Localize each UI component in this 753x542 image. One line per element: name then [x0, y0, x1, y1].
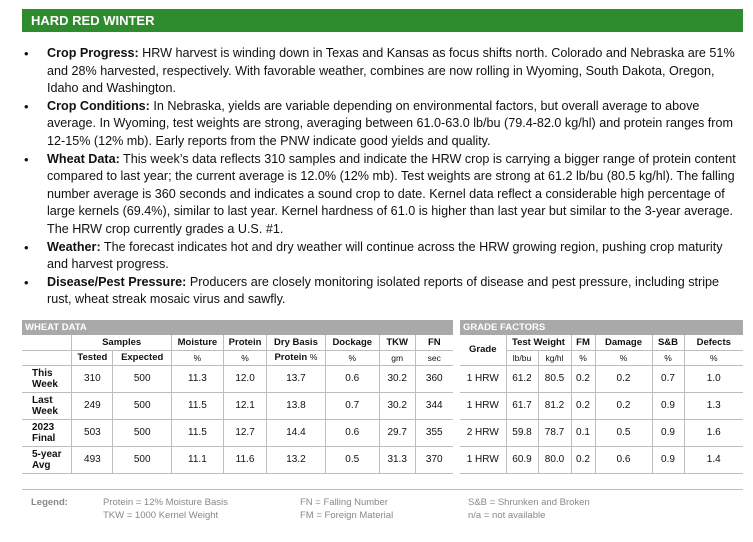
- bullet-text: This week’s data reflects 310 samples and indicate the HRW crop is carrying a bigger range of protein content compared to last year; the current average is 12.0% (12% mb). Test weights are strong at 61.2 lb/bu (80.5 kg/hl). The falling number average is 360 seconds and indicates a sound crop to date. Kernel data reflect a considerable high percentage of large kernels (69.4%), similar to last year. Kernel hardness of 61.0 is higher than last year but similar to the 3-year average. The HRW crop currently grades a U.S. #1.: [47, 151, 736, 236]
- row-label-line2: Final: [32, 432, 56, 444]
- kg-hl-cell: 80.5: [538, 365, 571, 392]
- protein-cell: 12.1: [223, 392, 266, 419]
- expected-header: Expected: [113, 350, 171, 365]
- grade-header: Grade: [460, 335, 506, 365]
- wheat-data-table: [22, 335, 453, 474]
- table-row: [22, 446, 453, 473]
- row-label-line1: 5-year: [32, 448, 62, 460]
- bullet-weather: [22, 239, 746, 274]
- legend-label: Legend:: [31, 497, 68, 508]
- bullet-dot-icon: •: [24, 274, 29, 290]
- grade-cell: 1 HRW: [460, 365, 506, 392]
- fn-cell: 344: [415, 392, 453, 419]
- damage-cell: 0.5: [595, 419, 652, 446]
- tested-header: Tested: [72, 350, 113, 365]
- damage-unit: %: [595, 350, 652, 365]
- lb-bu-cell: 60.9: [506, 446, 538, 473]
- test-weight-header: Test Weight: [506, 335, 571, 350]
- legend-fm: FM = Foreign Material: [300, 510, 394, 521]
- bullet-dot-icon: •: [24, 46, 29, 61]
- tkw-cell: 30.2: [379, 392, 415, 419]
- defects-header: Defects: [684, 335, 743, 350]
- tkw-header: TKW: [379, 335, 415, 350]
- table-row: [460, 365, 743, 392]
- moisture-cell: 11.3: [171, 365, 223, 392]
- bullet-text: HRW harvest is winding down in Texas and Kansas as focus shifts north. Colorado and Nebraska are 51% and 28% harvested, respectively. With favorable weather, combines are now rolling in Wyoming, South Dakota, Oregon, Idaho and Washington.: [47, 46, 735, 96]
- protein-cell: 12.7: [223, 419, 266, 446]
- row-label: [22, 365, 72, 392]
- bullet-label: Crop Progress:: [47, 46, 139, 60]
- row-label-line2: Avg: [32, 459, 51, 471]
- dockage-cell: 0.6: [325, 419, 379, 446]
- tkw-cell: 29.7: [379, 419, 415, 446]
- expected-cell: 500: [113, 392, 171, 419]
- row-label-line2: Week: [32, 405, 58, 417]
- fn-cell: 360: [415, 365, 453, 392]
- legend-protein: Protein = 12% Moisture Basis: [103, 497, 228, 508]
- grade-cell: 2 HRW: [460, 419, 506, 446]
- kg-hl-cell: 80.0: [538, 446, 571, 473]
- defects-cell: 1.6: [684, 419, 743, 446]
- sb-cell: 0.9: [652, 419, 684, 446]
- row-label-line1: 2023: [32, 421, 55, 433]
- sb-unit: %: [652, 350, 684, 365]
- protein-cell: 12.0: [223, 365, 266, 392]
- lb-bu-cell: 61.7: [506, 392, 538, 419]
- tested-cell: 249: [72, 392, 113, 419]
- wheat-data-title: WHEAT DATA: [22, 320, 453, 335]
- dockage-header: Dockage: [325, 335, 379, 350]
- row-label-line2: Week: [32, 378, 58, 390]
- row-label: [22, 392, 72, 419]
- fn-cell: 355: [415, 419, 453, 446]
- bullet-text: In Nebraska, yields are variable depending on environmental factors, but overall average to above average. In Wyoming, test weights are strong, averaging between 61.0-63.0 lb/bu (79.4-82.0 kg/hl) and protein ranges from 12-15% (12% mb). Early reports from the PNW indicate good yields and quality.: [47, 98, 733, 148]
- tested-cell: 503: [72, 419, 113, 446]
- dockage-cell: 0.5: [325, 446, 379, 473]
- protein-header: Protein: [223, 335, 266, 350]
- legend-divider: [22, 489, 743, 490]
- table-row: [460, 392, 743, 419]
- row-label: [22, 419, 72, 446]
- dockage-cell: 0.6: [325, 365, 379, 392]
- corner-cell: [22, 335, 72, 350]
- row-label-line1: This: [32, 367, 53, 379]
- moisture-cell: 11.1: [171, 446, 223, 473]
- defects-unit: %: [684, 350, 743, 365]
- dry-basis-cell: 13.7: [267, 365, 325, 392]
- fm-cell: 0.1: [571, 419, 595, 446]
- kg-hl-cell: 81.2: [538, 392, 571, 419]
- bullet-label: Crop Conditions:: [47, 98, 150, 113]
- legend-na: n/a = not available: [468, 510, 546, 521]
- bullet-text: The forecast indicates hot and dry weather will continue across the HRW growing region, pushing crop maturity and harvest progress.: [47, 239, 723, 272]
- grade-factors-title: GRADE FACTORS: [460, 320, 743, 335]
- protein-cell: 11.6: [223, 446, 266, 473]
- legend-sb: S&B = Shrunken and Broken: [468, 497, 590, 508]
- legend-col-1: [103, 496, 228, 522]
- bullet-dot-icon: •: [24, 98, 29, 114]
- damage-cell: 0.6: [595, 446, 652, 473]
- sb-header: S&B: [652, 335, 684, 350]
- fm-cell: 0.2: [571, 446, 595, 473]
- tkw-cell: 31.3: [379, 446, 415, 473]
- defects-cell: 1.3: [684, 392, 743, 419]
- bullet-dot-icon: •: [24, 151, 29, 167]
- lb-bu-cell: 61.2: [506, 365, 538, 392]
- table-row: [22, 419, 453, 446]
- defects-cell: 1.0: [684, 365, 743, 392]
- moisture-unit: %: [171, 350, 223, 365]
- legend-fn: FN = Falling Number: [300, 497, 388, 508]
- dry-basis-cell: 13.2: [267, 446, 325, 473]
- fn-cell: 370: [415, 446, 453, 473]
- report-bullets: [22, 45, 746, 309]
- table-row: [22, 392, 453, 419]
- tkw-cell: 30.2: [379, 365, 415, 392]
- grade-cell: 1 HRW: [460, 446, 506, 473]
- table-row: [22, 365, 453, 392]
- bullet-crop-progress: [22, 45, 746, 98]
- protein-unit: %: [223, 350, 266, 365]
- defects-cell: 1.4: [684, 446, 743, 473]
- damage-cell: 0.2: [595, 365, 652, 392]
- legend-col-3: [468, 496, 590, 522]
- sb-cell: 0.7: [652, 365, 684, 392]
- tested-cell: 493: [72, 446, 113, 473]
- bullet-text: Producers are closely monitoring isolated reports of disease and pest pressure, including stripe rust, wheat streak mosaic virus and sawfly.: [47, 274, 720, 307]
- moisture-cell: 11.5: [171, 392, 223, 419]
- grade-cell: 1 HRW: [460, 392, 506, 419]
- dry-basis-cell: 13.8: [267, 392, 325, 419]
- bullet-wheat-data: [22, 151, 746, 239]
- fm-cell: 0.2: [571, 365, 595, 392]
- expected-cell: 500: [113, 446, 171, 473]
- bullet-label: Weather:: [47, 239, 101, 254]
- fn-unit: sec: [415, 350, 453, 365]
- tested-cell: 310: [72, 365, 113, 392]
- fn-header: FN: [415, 335, 453, 350]
- expected-cell: 500: [113, 419, 171, 446]
- sb-cell: 0.9: [652, 392, 684, 419]
- table-row: [460, 446, 743, 473]
- moisture-header: Moisture: [171, 335, 223, 350]
- section-banner: HARD RED WINTER: [22, 9, 743, 32]
- dry-basis-protein-label: Protein: [274, 352, 308, 363]
- bullet-label: Wheat Data:: [47, 151, 120, 166]
- fm-header: FM: [571, 335, 595, 350]
- damage-header: Damage: [595, 335, 652, 350]
- bullet-crop-conditions: [22, 98, 746, 151]
- corner-cell: [22, 350, 72, 365]
- row-label-line1: Last: [32, 394, 53, 406]
- legend-col-2: [300, 496, 393, 522]
- kg-hl-cell: 78.7: [538, 419, 571, 446]
- dry-basis-unit: %: [309, 352, 318, 362]
- dry-basis-header: Dry Basis: [267, 335, 325, 350]
- bullet-dot-icon: •: [24, 239, 29, 255]
- expected-cell: 500: [113, 365, 171, 392]
- row-label: [22, 446, 72, 473]
- dockage-cell: 0.7: [325, 392, 379, 419]
- kg-hl-header: kg/hl: [538, 350, 571, 365]
- lb-bu-header: lb/bu: [506, 350, 538, 365]
- sb-cell: 0.9: [652, 446, 684, 473]
- tkw-unit: gm: [379, 350, 415, 365]
- moisture-cell: 11.5: [171, 419, 223, 446]
- dry-basis-cell: 14.4: [267, 419, 325, 446]
- fm-cell: 0.2: [571, 392, 595, 419]
- lb-bu-cell: 59.8: [506, 419, 538, 446]
- legend-tkw: TKW = 1000 Kernel Weight: [103, 510, 219, 521]
- bullet-label: Disease/Pest Pressure:: [47, 274, 187, 289]
- samples-header: Samples: [72, 335, 172, 350]
- fm-unit: %: [571, 350, 595, 365]
- dockage-unit: %: [325, 350, 379, 365]
- table-row: [460, 419, 743, 446]
- bullet-disease-pest: [22, 274, 746, 309]
- grade-factors-table: [460, 335, 743, 474]
- dry-basis-subheader: [267, 350, 325, 365]
- damage-cell: 0.2: [595, 392, 652, 419]
